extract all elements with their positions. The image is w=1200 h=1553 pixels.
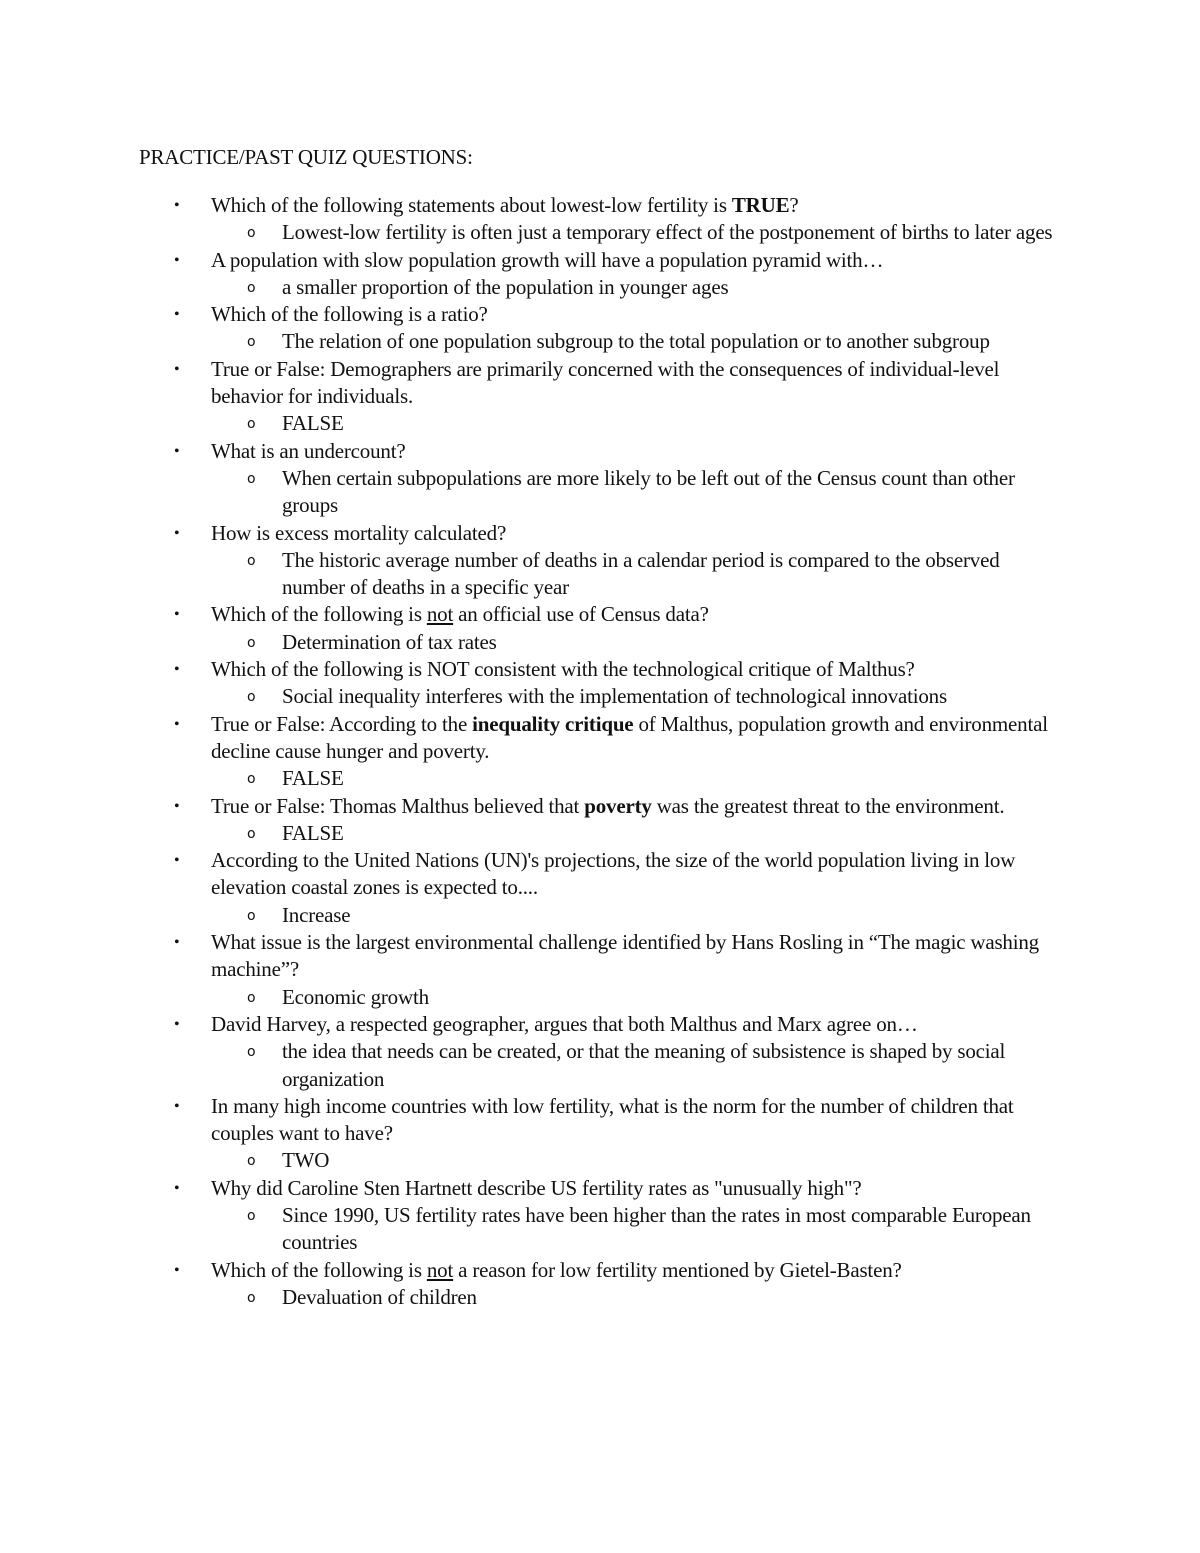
circle-bullet-icon: o xyxy=(247,470,256,487)
circle-bullet-icon: o xyxy=(247,225,256,242)
question-item xyxy=(0,1257,1200,1284)
answer-item xyxy=(0,1147,1200,1174)
circle-bullet-icon: o xyxy=(247,989,256,1006)
question-item xyxy=(0,793,1200,820)
question-text-segment: According to the United Nations (UN)'s projections, the size of the world population living in low elevation coastal zones is expected to.... xyxy=(211,848,1016,900)
answer-item xyxy=(0,820,1200,847)
question-text xyxy=(211,794,1004,818)
question-text xyxy=(211,193,799,217)
bullet-icon: • xyxy=(174,197,180,214)
question-text-segment: A population with slow population growth will have a population pyramid with… xyxy=(211,247,884,272)
answer-item xyxy=(0,1284,1200,1311)
question-item xyxy=(0,520,1200,547)
question-text xyxy=(211,439,405,463)
question-text xyxy=(211,602,709,626)
question-text-segment: What is an undercount? xyxy=(211,438,406,463)
question-text xyxy=(211,248,883,272)
bullet-icon: • xyxy=(174,442,180,460)
question-text xyxy=(211,357,999,408)
bullet-icon: • xyxy=(174,1261,180,1279)
answer-item xyxy=(0,984,1200,1011)
question-text-segment: How is excess mortality calculated? xyxy=(211,520,507,545)
question-item xyxy=(0,711,1200,766)
bullet-icon: • xyxy=(174,797,180,815)
bullet-icon: • xyxy=(174,524,180,542)
answer-item xyxy=(0,683,1200,710)
answer-item xyxy=(0,219,1200,246)
page-title: PRACTICE/PAST QUIZ QUESTIONS: xyxy=(139,145,473,169)
circle-bullet-icon: o xyxy=(247,634,256,651)
question-text-segment: True or False: Demographers are primarily concerned with the consequences of individual-level behavior for individuals. xyxy=(211,356,1000,409)
answer-item xyxy=(0,902,1200,929)
answer-item xyxy=(0,410,1200,437)
circle-bullet-icon: o xyxy=(247,416,256,433)
question-item xyxy=(0,1011,1200,1038)
question-item xyxy=(0,192,1200,219)
answer-text: The relation of one population subgroup to the total population or to another subgroup xyxy=(282,329,990,354)
bullet-icon: • xyxy=(174,852,180,870)
circle-bullet-icon: o xyxy=(247,689,256,706)
question-text-segment: True or False: According to the xyxy=(211,711,473,736)
question-text xyxy=(211,657,915,681)
question-text-segment: TRUE xyxy=(731,193,790,217)
bullet-icon: • xyxy=(174,1097,180,1115)
answer-text: Economic growth xyxy=(282,984,429,1009)
answer-item xyxy=(0,465,1200,520)
question-text-segment: What issue is the largest environmental challenge identified by Hans Rosling in “The magic washing machine”? xyxy=(211,930,1039,982)
question-text-segment: of Malthus, population growth and environmental decline cause hunger and poverty. xyxy=(211,711,1048,763)
answer-text: Devaluation of children xyxy=(282,1284,477,1309)
question-text-segment: True or False: Thomas Malthus believed that xyxy=(211,793,585,818)
question-item xyxy=(0,847,1200,902)
bullet-icon: • xyxy=(174,715,180,733)
question-text xyxy=(211,1094,1014,1145)
question-item xyxy=(0,601,1200,628)
bullet-icon: • xyxy=(174,1015,180,1033)
answer-item xyxy=(0,274,1200,301)
question-text-segment: In many high income countries with low fertility, what is the norm for the number of children that couples want to have? xyxy=(211,1093,1014,1146)
question-item xyxy=(0,356,1200,411)
answer-text: Lowest-low fertility is often just a temporary effect of the postponement of births to later ages xyxy=(282,220,1053,245)
circle-bullet-icon: o xyxy=(247,279,256,296)
question-item xyxy=(0,301,1200,328)
bullet-icon: • xyxy=(174,661,180,679)
question-list xyxy=(0,192,1200,1311)
question-text-segment: Which of the following statements about lowest-low fertility is xyxy=(211,193,732,217)
question-text-segment: inequality critique xyxy=(472,711,634,736)
answer-item xyxy=(0,1038,1200,1093)
circle-bullet-icon: o xyxy=(247,1207,256,1224)
question-text xyxy=(211,712,1048,763)
circle-bullet-icon: o xyxy=(247,334,256,351)
answer-text: FALSE xyxy=(282,411,344,436)
circle-bullet-icon: o xyxy=(247,825,256,842)
question-text-segment: a reason for low fertility mentioned by Gietel-Basten? xyxy=(453,1257,902,1282)
answer-item xyxy=(0,765,1200,792)
question-text-segment: Why did Caroline Sten Hartnett describe US fertility rates as "unusually high"? xyxy=(211,1175,862,1200)
question-text xyxy=(211,1012,918,1036)
answer-text: Determination of tax rates xyxy=(282,629,497,654)
question-text xyxy=(211,848,1015,899)
circle-bullet-icon: o xyxy=(247,1044,256,1061)
answer-text: FALSE xyxy=(282,766,344,791)
answer-text: When certain subpopulations are more likely to be left out of the Census count than other groups xyxy=(282,465,1015,518)
circle-bullet-icon: o xyxy=(247,771,256,788)
bullet-icon: • xyxy=(174,360,180,378)
answer-item xyxy=(0,1202,1200,1257)
question-text xyxy=(211,302,488,326)
answer-item xyxy=(0,629,1200,656)
answer-text: Increase xyxy=(282,902,351,927)
circle-bullet-icon: o xyxy=(247,1153,256,1170)
question-text-segment: David Harvey, a respected geographer, argues that both Malthus and Marx agree on… xyxy=(211,1011,918,1036)
circle-bullet-icon: o xyxy=(247,552,256,569)
bullet-icon: • xyxy=(174,934,180,952)
answer-item xyxy=(0,547,1200,602)
bullet-icon: • xyxy=(174,606,180,624)
answer-text: the idea that needs can be created, or that the meaning of subsistence is shaped by social organization xyxy=(282,1039,1006,1091)
question-text-segment: ? xyxy=(789,193,799,217)
question-text-segment: not xyxy=(426,602,454,627)
circle-bullet-icon: o xyxy=(247,907,256,924)
answer-text: Since 1990, US fertility rates have been higher than the rates in most comparable European countries xyxy=(282,1202,1031,1255)
answer-item xyxy=(0,328,1200,355)
circle-bullet-icon: o xyxy=(247,1289,256,1306)
question-item xyxy=(0,247,1200,274)
question-text-segment: not xyxy=(426,1257,454,1282)
answer-text: The historic average number of deaths in a calendar period is compared to the observed number of deaths in a specific year xyxy=(282,547,1000,600)
answer-text: a smaller proportion of the population in younger ages xyxy=(282,274,729,299)
question-text-segment: Which of the following is a ratio? xyxy=(211,302,488,327)
answer-text: Social inequality interferes with the implementation of technological innovations xyxy=(282,684,947,709)
question-text-segment: was the greatest threat to the environment. xyxy=(651,793,1005,818)
question-text-segment: Which of the following is xyxy=(211,1257,427,1282)
question-text-segment: Which of the following is xyxy=(211,602,427,627)
question-text-segment: Which of the following is NOT consistent with the technological critique of Malthus? xyxy=(211,657,915,682)
question-item xyxy=(0,1175,1200,1202)
question-text xyxy=(211,1258,902,1282)
question-text xyxy=(211,930,1039,981)
answer-text: FALSE xyxy=(282,820,344,845)
bullet-icon: • xyxy=(174,1179,180,1197)
question-item xyxy=(0,929,1200,984)
question-item xyxy=(0,656,1200,683)
question-text xyxy=(211,1176,861,1200)
answer-text: TWO xyxy=(282,1148,330,1173)
question-item xyxy=(0,438,1200,465)
question-text xyxy=(211,521,506,545)
question-text-segment: poverty xyxy=(584,793,652,818)
bullet-icon: • xyxy=(174,306,180,324)
question-item xyxy=(0,1093,1200,1148)
bullet-icon: • xyxy=(174,251,180,269)
question-text-segment: an official use of Census data? xyxy=(453,602,709,627)
